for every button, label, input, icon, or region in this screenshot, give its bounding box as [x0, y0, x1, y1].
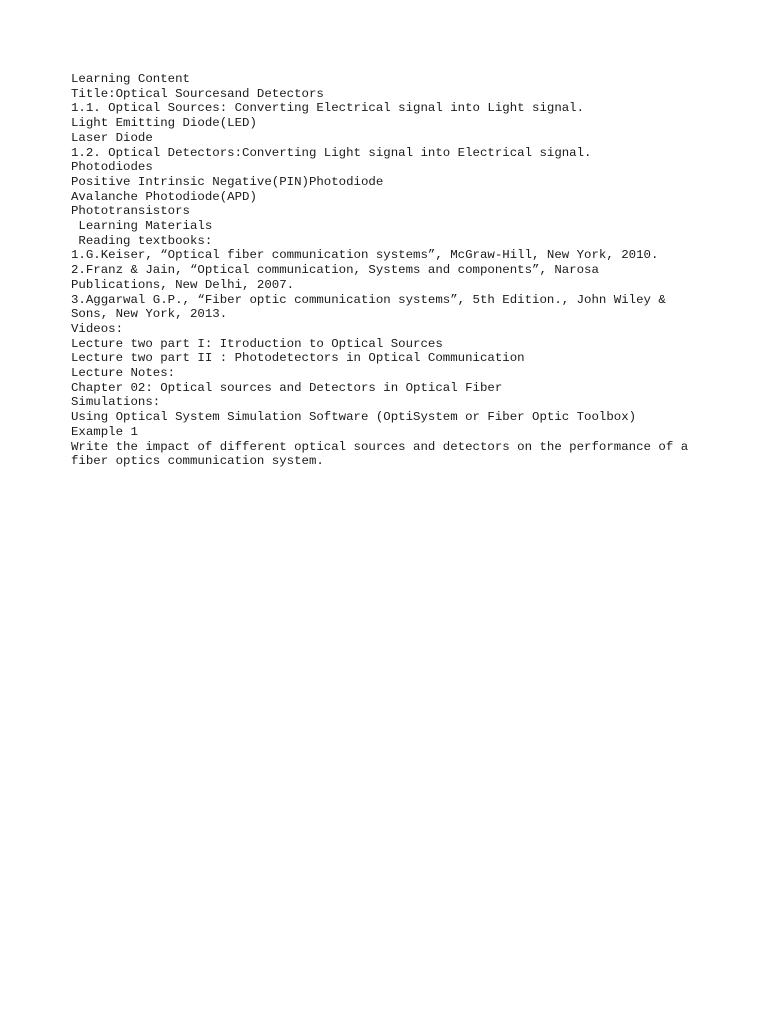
lecture-notes-item: Chapter 02: Optical sources and Detectors in Optical Fiber [71, 380, 503, 395]
reference-2: 2.Franz & Jain, “Optical communication, Systems and components”, Narosa [71, 263, 599, 278]
subtopic-pin-photodiode: Positive Intrinsic Negative(PIN)Photodiode [71, 174, 384, 189]
topic-optical-detectors: 1.2. Optical Detectors:Converting Light signal into Electrical signal. [71, 145, 592, 160]
section-heading-learning-content: Learning Content [71, 72, 190, 86]
simulations-item: Using Optical System Simulation Software (OptiSystem or Fiber Optic Toolbox) [71, 410, 637, 425]
reference-3: 3.Aggarwal G.P., “Fiber optic communication systems”, 5th Edition., John Wiley & [71, 292, 666, 307]
document-body [71, 72, 731, 469]
document-title: Title:Optical Sourcesand Detectors [71, 86, 324, 101]
section-heading-videos: Videos: [71, 321, 124, 336]
subtopic-laser-diode: Laser Diode [71, 130, 153, 145]
subtopic-phototransistors: Phototransistors [71, 204, 190, 219]
section-heading-simulations: Simulations: [71, 395, 161, 410]
example-1-text-continued: fiber optics communication system. [71, 454, 324, 469]
section-heading-example-1: Example 1 [71, 424, 138, 439]
reference-1: 1.G.Keiser, “Optical fiber communication systems”, McGraw-Hill, New York, 2010. [71, 248, 659, 263]
video-item-1: Lecture two part I: Itroduction to Optical Sources [71, 336, 443, 351]
subtopic-apd: Avalanche Photodiode(APD) [71, 189, 257, 204]
topic-optical-sources: 1.1. Optical Sources: Converting Electrical signal into Light signal. [71, 101, 585, 116]
example-1-text: Write the impact of different optical sources and detectors on the performance of a [71, 439, 689, 454]
subtopic-photodiodes: Photodiodes [71, 160, 153, 175]
subtopic-led: Light Emitting Diode(LED) [71, 116, 257, 131]
reference-2-continued: Publications, New Delhi, 2007. [71, 277, 295, 292]
video-item-2: Lecture two part II : Photodetectors in Optical Communication [71, 351, 525, 366]
section-heading-learning-materials: Learning Materials [71, 219, 213, 234]
section-heading-lecture-notes: Lecture Notes: [71, 366, 176, 381]
section-heading-reading-textbooks: Reading textbooks: [71, 233, 213, 248]
reference-3-continued: Sons, New York, 2013. [71, 307, 228, 322]
